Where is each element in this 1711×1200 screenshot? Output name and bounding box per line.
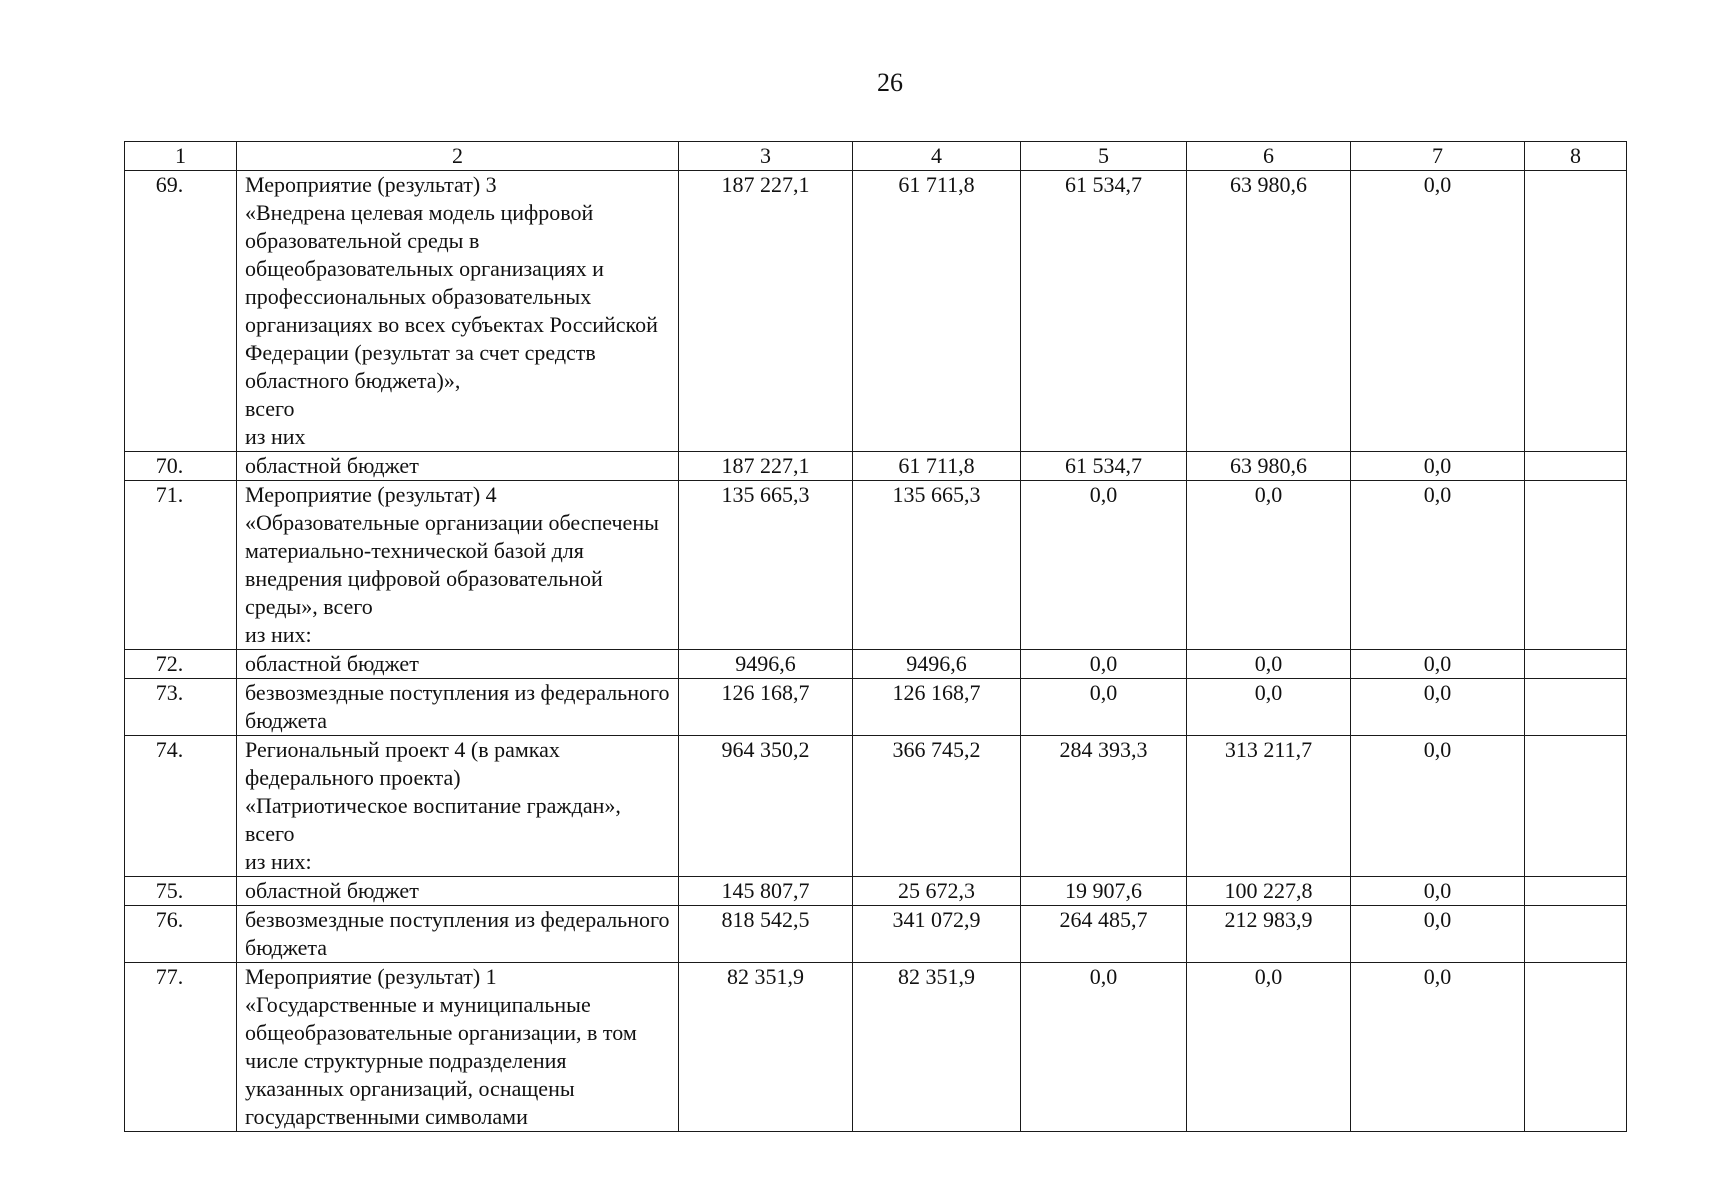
row-description: Мероприятие (результат) 1 «Государственные и муниципальные общеобразовательные организации, в том числе структурные подразделения указанных организаций, оснащены государственными символами (237, 963, 679, 1132)
value-cell-col-6: 0,0 (1187, 481, 1351, 650)
row-description: безвозмездные поступления из федерального бюджета (237, 679, 679, 736)
column-header: 7 (1351, 142, 1525, 171)
value-cell-col-4: 25 672,3 (853, 877, 1021, 906)
value-cell-col-6: 313 211,7 (1187, 736, 1351, 877)
row-number: 74. (125, 736, 237, 877)
row-number: 75. (125, 877, 237, 906)
value-cell-col-6: 0,0 (1187, 963, 1351, 1132)
value-cell-col-8 (1525, 171, 1627, 452)
value-cell-col-6: 212 983,9 (1187, 906, 1351, 963)
row-number: 77. (125, 963, 237, 1132)
row-description: Мероприятие (результат) 3 «Внедрена целевая модель цифровой образовательной среды в общеобразовательных организациях и профессиональных образовательных организациях во всех субъектах Российской Федерации (результат за счет средств областного бюджета)», всего из них (237, 171, 679, 452)
value-cell-col-8 (1525, 650, 1627, 679)
value-cell-col-8 (1525, 877, 1627, 906)
value-cell-col-6: 0,0 (1187, 650, 1351, 679)
table-row (125, 877, 1627, 906)
value-cell-col-3: 187 227,1 (679, 452, 853, 481)
table-row (125, 736, 1627, 877)
value-cell-col-7: 0,0 (1351, 679, 1525, 736)
value-cell-col-8 (1525, 906, 1627, 963)
row-number: 71. (125, 481, 237, 650)
value-cell-col-3: 82 351,9 (679, 963, 853, 1132)
value-cell-col-7: 0,0 (1351, 877, 1525, 906)
table-row (125, 963, 1627, 1132)
table-row (125, 452, 1627, 481)
value-cell-col-4: 9496,6 (853, 650, 1021, 679)
table-row (125, 679, 1627, 736)
row-description: областной бюджет (237, 877, 679, 906)
value-cell-col-5: 264 485,7 (1021, 906, 1187, 963)
table-row (125, 171, 1627, 452)
value-cell-col-5: 19 907,6 (1021, 877, 1187, 906)
value-cell-col-7: 0,0 (1351, 906, 1525, 963)
table-row (125, 481, 1627, 650)
row-description: безвозмездные поступления из федерального бюджета (237, 906, 679, 963)
row-description: Региональный проект 4 (в рамках федерального проекта) «Патриотическое воспитание граждан», всего из них: (237, 736, 679, 877)
value-cell-col-4: 61 711,8 (853, 452, 1021, 481)
column-header: 8 (1525, 142, 1627, 171)
column-header: 6 (1187, 142, 1351, 171)
value-cell-col-4: 341 072,9 (853, 906, 1021, 963)
value-cell-col-3: 818 542,5 (679, 906, 853, 963)
value-cell-col-5: 61 534,7 (1021, 171, 1187, 452)
value-cell-col-4: 82 351,9 (853, 963, 1021, 1132)
value-cell-col-3: 187 227,1 (679, 171, 853, 452)
column-header: 5 (1021, 142, 1187, 171)
value-cell-col-4: 366 745,2 (853, 736, 1021, 877)
column-header: 3 (679, 142, 853, 171)
value-cell-col-6: 0,0 (1187, 679, 1351, 736)
row-description: областной бюджет (237, 452, 679, 481)
row-number: 72. (125, 650, 237, 679)
value-cell-col-5: 0,0 (1021, 650, 1187, 679)
value-cell-col-4: 126 168,7 (853, 679, 1021, 736)
table-row (125, 906, 1627, 963)
value-cell-col-8 (1525, 679, 1627, 736)
row-number: 73. (125, 679, 237, 736)
value-cell-col-5: 0,0 (1021, 963, 1187, 1132)
table-row (125, 650, 1627, 679)
value-cell-col-6: 100 227,8 (1187, 877, 1351, 906)
value-cell-col-3: 145 807,7 (679, 877, 853, 906)
value-cell-col-5: 0,0 (1021, 481, 1187, 650)
row-number: 70. (125, 452, 237, 481)
value-cell-col-6: 63 980,6 (1187, 171, 1351, 452)
value-cell-col-5: 0,0 (1021, 679, 1187, 736)
value-cell-col-3: 135 665,3 (679, 481, 853, 650)
row-description: Мероприятие (результат) 4 «Образовательные организации обеспечены материально-технической базой для внедрения цифровой образовательной среды», всего из них: (237, 481, 679, 650)
page-number: 26 (877, 68, 903, 97)
value-cell-col-6: 63 980,6 (1187, 452, 1351, 481)
value-cell-col-4: 135 665,3 (853, 481, 1021, 650)
value-cell-col-3: 126 168,7 (679, 679, 853, 736)
row-number: 76. (125, 906, 237, 963)
column-header: 2 (237, 142, 679, 171)
column-header: 4 (853, 142, 1021, 171)
value-cell-col-7: 0,0 (1351, 452, 1525, 481)
value-cell-col-7: 0,0 (1351, 963, 1525, 1132)
value-cell-col-8 (1525, 481, 1627, 650)
value-cell-col-4: 61 711,8 (853, 171, 1021, 452)
value-cell-col-5: 284 393,3 (1021, 736, 1187, 877)
value-cell-col-5: 61 534,7 (1021, 452, 1187, 481)
value-cell-col-3: 964 350,2 (679, 736, 853, 877)
column-number-row (125, 142, 1627, 171)
row-number: 69. (125, 171, 237, 452)
column-header: 1 (125, 142, 237, 171)
row-description: областной бюджет (237, 650, 679, 679)
value-cell-col-7: 0,0 (1351, 736, 1525, 877)
value-cell-col-8 (1525, 963, 1627, 1132)
value-cell-col-7: 0,0 (1351, 650, 1525, 679)
budget-table (124, 141, 1627, 1132)
value-cell-col-8 (1525, 452, 1627, 481)
value-cell-col-3: 9496,6 (679, 650, 853, 679)
value-cell-col-7: 0,0 (1351, 171, 1525, 452)
value-cell-col-8 (1525, 736, 1627, 877)
value-cell-col-7: 0,0 (1351, 481, 1525, 650)
